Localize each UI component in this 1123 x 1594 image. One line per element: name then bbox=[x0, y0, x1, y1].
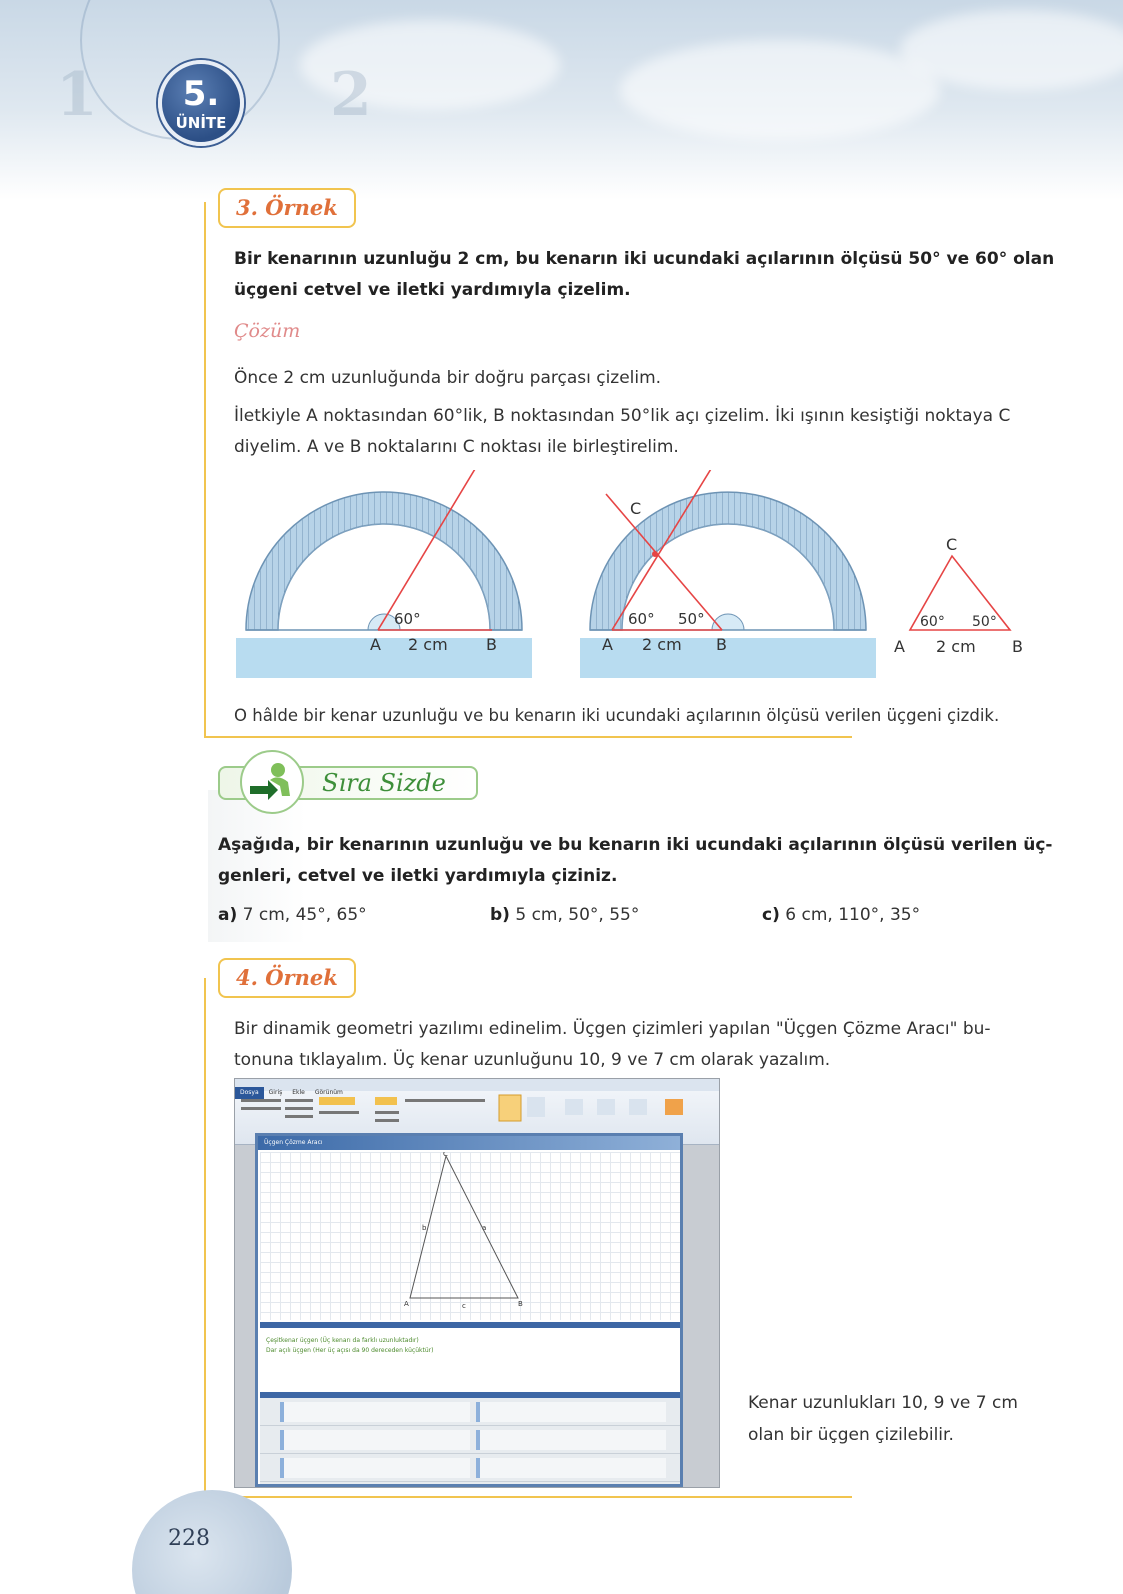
screenshot-vertex-a: A bbox=[404, 1300, 409, 1308]
figure2-angle-a: 60° bbox=[628, 610, 655, 628]
example3-step2-line2: diyelim. A ve B noktalarını C noktası ile birleştirelim. bbox=[234, 437, 679, 457]
window-title: Üçgen Çözme Aracı bbox=[258, 1136, 680, 1150]
decorative-digit: 1 bbox=[56, 60, 98, 130]
table-row bbox=[260, 1398, 680, 1426]
screenshot-side-c: c bbox=[462, 1302, 466, 1310]
geometry-software-screenshot bbox=[234, 1078, 720, 1488]
example4-text-line1: Bir dinamik geometri yazılımı edinelim. Üçgen çizimleri yapılan "Üçgen Çözme Aracı" bu- bbox=[234, 1019, 991, 1039]
drawing-grid bbox=[260, 1152, 680, 1320]
example3-question-line2: üçgeni cetvel ve iletki yardımıyla çizelim. bbox=[234, 280, 631, 300]
sira-sizde-title: Sıra Sizde bbox=[322, 769, 446, 797]
exercise-item-a: a) 7 cm, 45°, 65° bbox=[218, 905, 367, 925]
example3-question-line1: Bir kenarının uzunluğu 2 cm, bu kenarın iki ucundaki açılarının ölçüsü 50° ve 60° olan bbox=[234, 249, 1055, 269]
decorative-digit: 2 bbox=[330, 60, 372, 130]
figure2-point-c: C bbox=[630, 499, 642, 518]
figure3-point-c: C bbox=[946, 535, 958, 554]
ribbon-tab: Görünüm bbox=[314, 1089, 343, 1096]
screenshot-vertex-b: B bbox=[518, 1300, 523, 1308]
example4-text-line2: tonuna tıklayalım. Üç kenar uzunluğunu 10, 9 ve 7 cm olarak yazalım. bbox=[234, 1050, 831, 1070]
result-line: Dar açılı üçgen (Her üç açısı da 90 dereceden küçüktür) bbox=[266, 1347, 434, 1354]
page-number: 228 bbox=[168, 1526, 210, 1551]
triangle-solver-window bbox=[255, 1133, 683, 1487]
unit-label: ÜNİTE bbox=[175, 114, 227, 132]
screenshot-vertex-c: C bbox=[443, 1152, 448, 1158]
figure3-angle-a: 60° bbox=[920, 614, 945, 630]
figure3-length: 2 cm bbox=[936, 637, 976, 656]
example3-step2-line1: İletkiyle A noktasından 60°lik, B noktasından 50°lik açı çizelim. İki ışının kesiştiği noktaya C bbox=[234, 406, 1011, 426]
example3-step1: Önce 2 cm uzunluğunda bir doğru parçası çizelim. bbox=[234, 368, 662, 388]
solution-label: Çözüm bbox=[234, 320, 301, 342]
example4-tab: 4. Örnek bbox=[218, 958, 356, 998]
figure2-point-b: B bbox=[716, 635, 727, 654]
page-number-badge bbox=[132, 1490, 292, 1594]
exercise-item-b: b) 5 cm, 50°, 55° bbox=[490, 905, 640, 925]
example3-conclusion: O hâlde bir kenar uzunluğu ve bu kenarın iki ucundaki açılarının ölçüsü verilen üçgeni çizdik. bbox=[234, 706, 1000, 725]
figure1-angle-label: 60° bbox=[394, 610, 421, 628]
sira-sizde-instruction-line2: genleri, cetvel ve iletki yardımıyla çiziniz. bbox=[218, 866, 618, 886]
table-row bbox=[260, 1454, 680, 1482]
screenshot-side-a: a bbox=[482, 1224, 487, 1232]
side-lengths-table bbox=[260, 1392, 680, 1484]
example4-caption-line1: Kenar uzunlukları 10, 9 ve 7 cm bbox=[748, 1393, 1018, 1413]
ribbon-tab: Ekle bbox=[292, 1089, 305, 1096]
figure1-length: 2 cm bbox=[408, 635, 448, 654]
figure2-protractor bbox=[580, 492, 876, 678]
protractor-figures bbox=[230, 470, 1040, 690]
ribbon-tab: Giriş bbox=[268, 1089, 283, 1096]
figure1-point-b: B bbox=[486, 635, 497, 654]
figure2-point-a: A bbox=[602, 635, 613, 654]
example4-caption-line2: olan bir üçgen çizilebilir. bbox=[748, 1425, 954, 1445]
figure1-point-a: A bbox=[370, 635, 381, 654]
table-row bbox=[260, 1426, 680, 1454]
figure3-point-b: B bbox=[1012, 637, 1023, 656]
result-line: Çeşitkenar üçgen (Üç kenarı da farklı uzunluktadır) bbox=[266, 1337, 419, 1344]
figure2-angle-b: 50° bbox=[678, 610, 705, 628]
ribbon-tab: Dosya bbox=[235, 1087, 264, 1099]
person-arrow-icon bbox=[240, 750, 304, 814]
figure2-length: 2 cm bbox=[642, 635, 682, 654]
unit-badge bbox=[158, 60, 244, 146]
figure3-angle-b: 50° bbox=[972, 614, 997, 630]
sira-sizde-instruction-line1: Aşağıda, bir kenarının uzunluğu ve bu kenarın iki ucundaki açılarının ölçüsü verilen üç- bbox=[218, 835, 1053, 855]
screenshot-side-b: b bbox=[422, 1224, 427, 1232]
unit-number: 5. bbox=[182, 74, 220, 114]
exercise-item-c: c) 6 cm, 110°, 35° bbox=[762, 905, 921, 925]
figure3-point-a: A bbox=[894, 637, 905, 656]
results-panel bbox=[260, 1322, 680, 1384]
example3-tab: 3. Örnek bbox=[218, 188, 356, 228]
